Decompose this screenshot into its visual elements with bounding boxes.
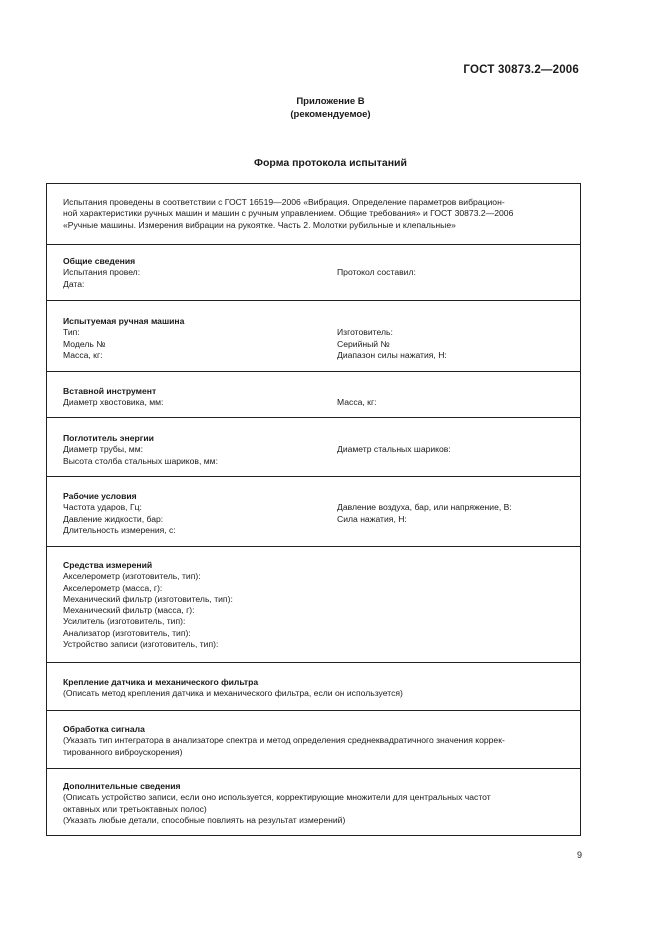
field-report-author: Протокол составил: xyxy=(337,267,416,278)
additional-line: (Указать любые детали, способные повлиять на результат измерений) xyxy=(63,814,346,825)
instruments-title: Средства измерений xyxy=(63,560,153,570)
field-feed-force: Сила нажатия, Н: xyxy=(337,513,407,524)
page-number: 9 xyxy=(577,850,583,860)
field-fluid-pressure: Давление жидкости, бар: xyxy=(63,513,164,524)
field-ball-column-height: Высота столба стальных шариков, мм: xyxy=(63,455,218,466)
instrument-line: Анализатор (изготовитель, тип): xyxy=(63,627,191,638)
instrument-line: Акселерометр (изготовитель, тип): xyxy=(63,571,201,582)
field-manufacturer: Изготовитель: xyxy=(337,327,393,338)
section-signal xyxy=(47,711,580,769)
field-feed-force-range: Диапазон силы нажатия, Н: xyxy=(337,349,447,360)
field-model: Модель № xyxy=(63,338,106,349)
section-additional xyxy=(47,769,580,835)
machine-title: Испытуемая ручная машина xyxy=(63,316,185,326)
signal-line: (Указать тип интегратора в анализаторе спектра и метод определения среднеквадратичного значения коррек- xyxy=(63,735,505,746)
field-tube-diameter: Диаметр трубы, мм: xyxy=(63,444,143,455)
field-ball-diameter: Диаметр стальных шариков: xyxy=(337,444,451,455)
instrument-line: Механический фильтр (масса, г): xyxy=(63,605,195,616)
section-conditions xyxy=(47,477,580,547)
intro-line-2: ной характеристики ручных машин и машин с ручным управлением. Общие требования» и ГОСТ 30873.2—2006 xyxy=(63,208,514,219)
absorber-title: Поглотитель энергии xyxy=(63,433,154,443)
field-blow-frequency: Частота ударов, Гц: xyxy=(63,502,142,513)
mounting-line: (Описать метод крепления датчика и механического фильтра, если он используется) xyxy=(63,688,403,699)
instrument-line: Акселерометр (масса, г): xyxy=(63,582,163,593)
field-tested-by: Испытания провел: xyxy=(63,267,141,278)
conditions-title: Рабочие условия xyxy=(63,491,137,501)
standard-number: ГОСТ 30873.2—2006 xyxy=(463,64,579,76)
field-measurement-duration: Длительность измерения, с: xyxy=(63,524,176,535)
section-tool xyxy=(47,372,580,418)
section-intro xyxy=(47,184,580,245)
field-serial: Серийный № xyxy=(337,338,390,349)
protocol-form-table xyxy=(46,183,581,836)
section-general xyxy=(47,245,580,301)
signal-line: тированного виброускорения) xyxy=(63,746,183,757)
field-tool-mass: Масса, кг: xyxy=(337,397,377,408)
form-title: Форма протокола испытаний xyxy=(254,157,407,169)
instrument-line: Устройство записи (изготовитель, тип): xyxy=(63,639,219,650)
field-type: Тип: xyxy=(63,327,80,338)
additional-line: (Описать устройство записи, если оно используется, корректирующие множители для центральных частот xyxy=(63,792,491,803)
field-air-pressure-voltage: Давление воздуха, бар, или напряжение, В: xyxy=(337,502,512,513)
intro-line-3: «Ручные машины. Измерения вибрации на рукоятке. Часть 2. Молотки рубильные и клепальные» xyxy=(63,219,456,230)
appendix-subtitle: (рекомендуемое) xyxy=(290,109,371,120)
section-machine xyxy=(47,301,580,372)
mounting-title: Крепление датчика и механического фильтра xyxy=(63,677,259,687)
additional-line: октавных или третьоктавных полос) xyxy=(63,803,207,814)
appendix-heading xyxy=(0,95,661,121)
field-machine-mass: Масса, кг: xyxy=(63,349,103,360)
instrument-line: Усилитель (изготовитель, тип): xyxy=(63,616,186,627)
field-date: Дата: xyxy=(63,278,85,289)
appendix-title: Приложение В xyxy=(296,96,365,107)
section-mounting xyxy=(47,663,580,711)
section-absorber xyxy=(47,418,580,477)
field-shank-diameter: Диаметр хвостовика, мм: xyxy=(63,397,164,408)
tool-title: Вставной инструмент xyxy=(63,386,157,396)
general-title: Общие сведения xyxy=(63,256,136,266)
intro-line-1: Испытания проведены в соответствии с ГОСТ 16519—2006 «Вибрация. Определение параметров вибрацион- xyxy=(63,197,505,207)
instrument-line: Механический фильтр (изготовитель, тип): xyxy=(63,593,233,604)
signal-title: Обработка сигнала xyxy=(63,724,145,734)
additional-title: Дополнительные сведения xyxy=(63,781,181,791)
section-instruments xyxy=(47,547,580,663)
